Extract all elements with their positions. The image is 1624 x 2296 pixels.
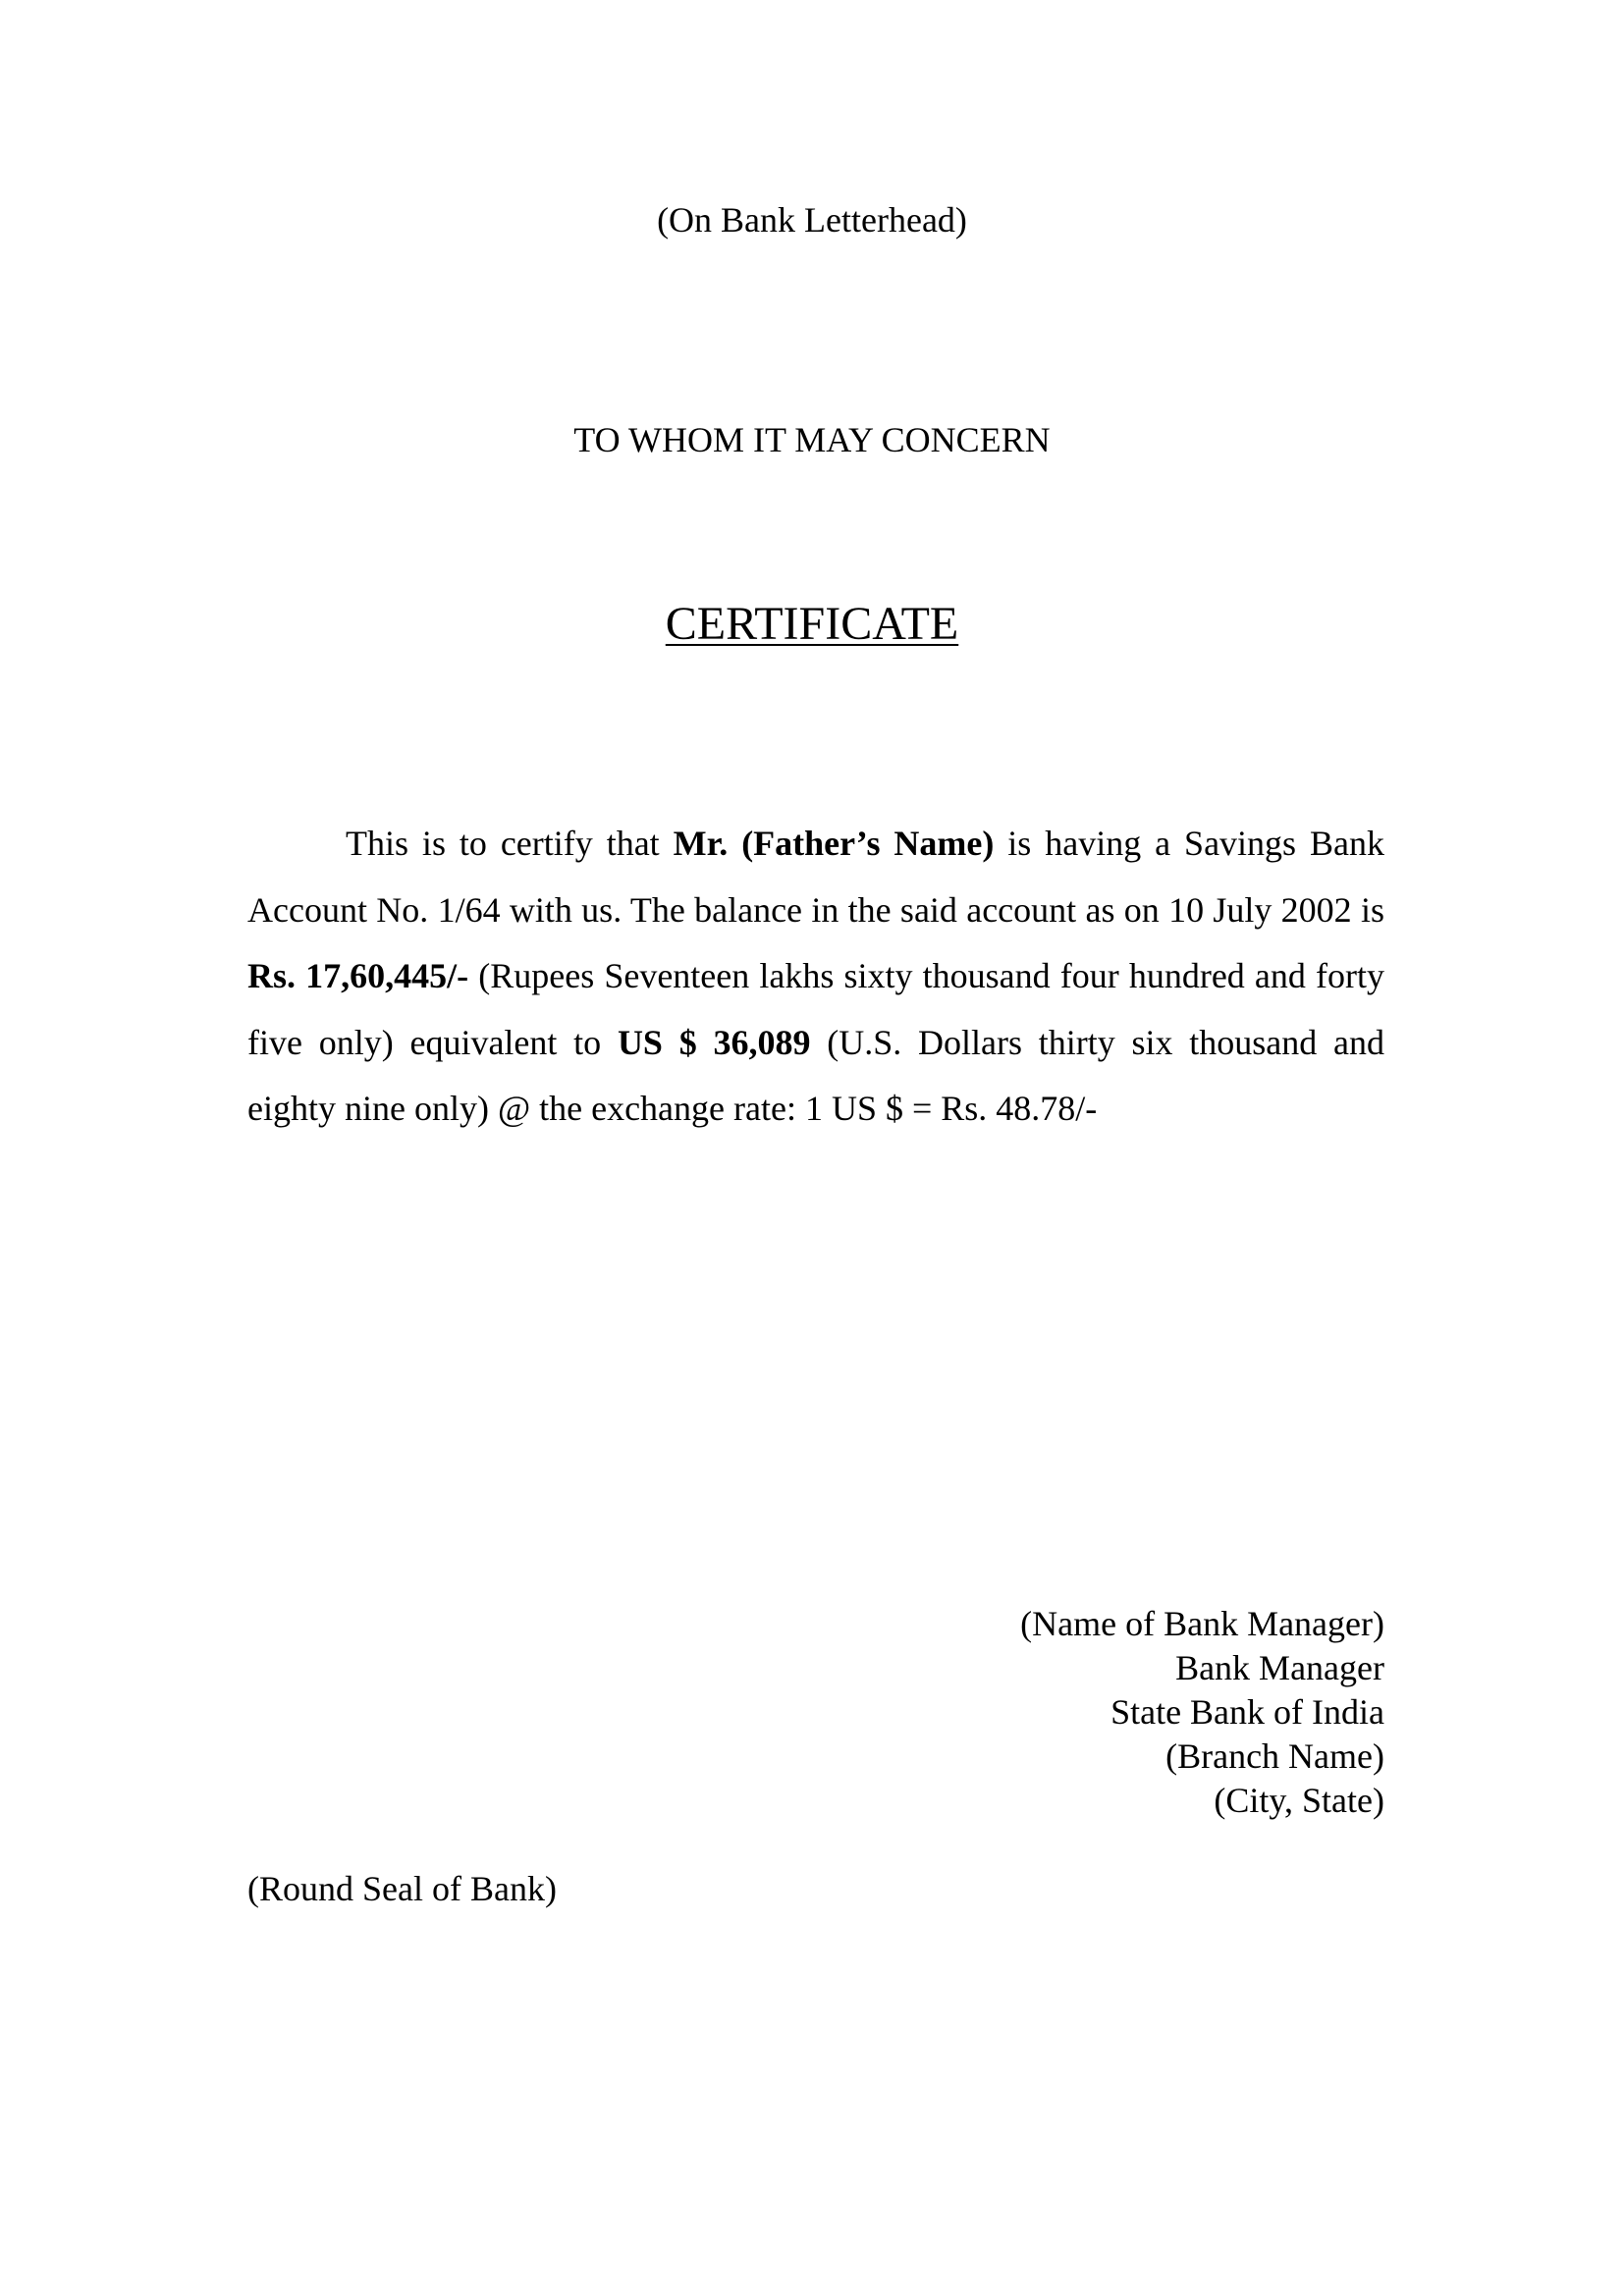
body-text-part-3: (Rupees Seventeen lakhs sixty thousand four hundred and forty five only) equivalent to (247, 956, 1384, 1062)
body-text-part-4: (U.S. Dollars thirty six thousand and eighty nine only) @ the exchange rate: 1 US $ = Rs. 48.78/- (247, 1022, 1384, 1128)
certificate-body (247, 811, 1384, 1143)
certificate-title: CERTIFICATE (665, 598, 959, 650)
body-text-part-2: is having a Savings Bank Account No. 1/64 with us. The balance in the said account as on 10 July 2002 is (247, 824, 1384, 930)
signature-block (1020, 1602, 1384, 1823)
bank-location: (City, State) (1214, 1781, 1384, 1820)
salutation: TO WHOM IT MAY CONCERN (573, 420, 1051, 459)
branch-name: (Branch Name) (1165, 1736, 1384, 1776)
manager-designation: Bank Manager (1175, 1648, 1384, 1687)
balance-amount-rupees: Rs. 17,60,445/- (247, 956, 469, 995)
body-text-part-1: This is to certify that (346, 824, 674, 863)
balance-amount-usd: US $ 36,089 (617, 1022, 811, 1062)
manager-name: (Name of Bank Manager) (1020, 1604, 1384, 1643)
bank-name: State Bank of India (1110, 1692, 1384, 1732)
bank-seal-placeholder: (Round Seal of Bank) (247, 1869, 557, 1908)
letterhead-note: (On Bank Letterhead) (657, 200, 967, 240)
account-holder-name: Mr. (Father’s Name) (673, 824, 995, 863)
